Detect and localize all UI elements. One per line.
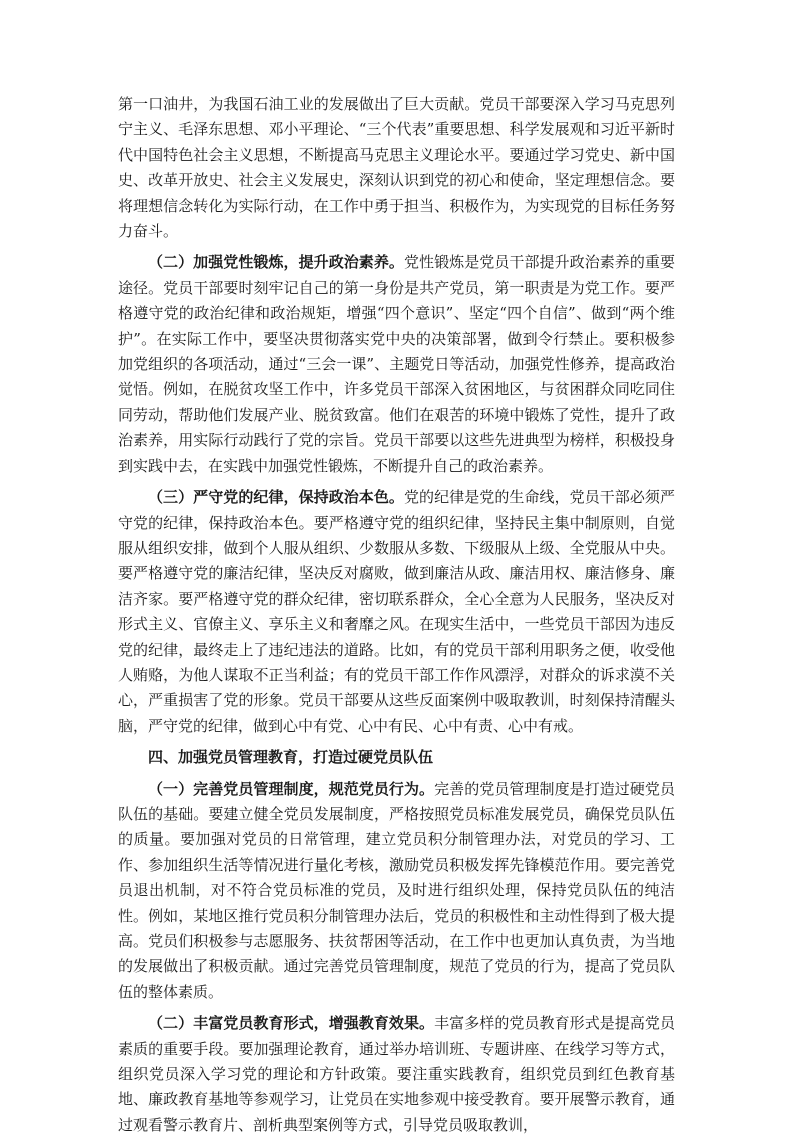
paragraph-member-education [118,1011,675,1138]
paragraph-lead-heading: （三）严守党的纪律，保持政治本色。 [148,488,404,507]
paragraph-text: 党性锻炼是党员干部提升政治素养的重要途径。党员干部要时刻牢记自己的第一身份是共产党员，第一职责是为党工作。要严格遵守党的政治纪律和政治规矩，增强“四个意识”、坚定“四个自信”、做到“两个维护”。在实际工作中，要坚决贯彻落实党中央的决策部署，做到令行禁止。要积极参加党组织的各项活动，通过“三会一课”、主题党日等活动，加强党性修养，提高政治觉悟。例如，在脱贫攻坚工作中，许多党员干部深入贫困地区，与贫困群众同吃同住同劳动，帮助他们发展产业、脱贫致富。他们在艰苦的环境中锻炼了党性，提升了政治素养，用实际行动践行了党的宗旨。党员干部要以这些先进典型为榜样，积极投身到实践中去，在实践中加强党性锻炼，不断提升自己的政治素养。 [118,253,675,475]
paragraph-text: 完善的党员管理制度是打造过硬党员队伍的基础。要建立健全党员发展制度，严格按照党员标准发展党员，确保党员队伍的质量。要加强对党员的日常管理，建立党员积分制管理办法，对党员的学习、工作、参加组织生活等情况进行量化考核，激励党员积极发挥先锋模范作用。要完善党员退出机制，对不符合党员标准的党员，及时进行组织处理，保持党员队伍的纯洁性。例如，某地区推行党员积分制管理办法后，党员的积极性和主动性得到了极大提高。党员们积极参与志愿服务、扶贫帮困等活动，在工作中也更加认真负责，为当地的发展做出了积极贡献。通过完善党员管理制度，规范了党员的行为，提高了党员队伍的整体素质。 [118,779,675,1001]
paragraph-text: 第一口油井，为我国石油工业的发展做出了巨大贡献。党员干部要深入学习马克思列宁主义、毛泽东思想、邓小平理论、“三个代表”重要思想、科学发展观和习近平新时代中国特色社会主义思想，不断提高马克思主义理论水平。要通过学习党史、新中国史、改革开放史、社会主义发展史，深刻认识到党的初心和使命，坚定理想信念。要将理想信念转化为实际行动，在工作中勇于担当、积极作为，为实现党的目标任务努力奋斗。 [118,95,675,241]
document-page [118,92,675,1144]
paragraph-party-spirit [118,250,675,479]
paragraph-lead-heading: （二）丰富党员教育形式，增强教育效果。 [148,1014,435,1033]
paragraph-intro-continuation [118,92,675,244]
paragraph-text: 丰富多样的党员教育形式是提高党员素质的重要手段。要加强理论教育，通过举办培训班、专题讲座、在线学习等方式，组织党员深入学习党的理论和方针政策。要注重实践教育，组织党员到红色教育基地、廉政教育基地等参观学习，让党员在实地参观中接受教育。要开展警示教育，通过观看警示教育片、剖析典型案例等方式，引导党员吸取教训， [118,1014,675,1134]
section-heading: 四、加强党员管理教育，打造过硬党员队伍 [148,748,434,767]
paragraph-party-discipline [118,485,675,739]
paragraph-lead-heading: （二）加强党性锻炼，提升政治素养。 [148,253,404,272]
paragraph-text: 党的纪律是党的生命线，党员干部必须严守党的纪律，保持政治本色。要严格遵守党的组织纪律，坚持民主集中制原则，自觉服从组织安排，做到个人服从组织、少数服从多数、下级服从上级、全党服从中央。要严格遵守党的廉洁纪律，坚决反对腐败，做到廉洁从政、廉洁用权、廉洁修身、廉洁齐家。要严格遵守党的群众纪律，密切联系群众，全心全意为人民服务，坚决反对形式主义、官僚主义、享乐主义和奢靡之风。在现实生活中，一些党员干部因为违反党的纪律，最终走上了违纪违法的道路。比如，有的党员干部利用职务之便，收受他人贿赂，为他人谋取不正当利益；有的党员干部工作作风漂浮，对群众的诉求漠不关心，严重损害了党的形象。党员干部要从这些反面案例中吸取教训，时刻保持清醒头脑，严守党的纪律，做到心中有党、心中有民、心中有责、心中有戒。 [118,488,675,735]
paragraph-member-management [118,777,675,1006]
paragraph-lead-heading: （一）完善党员管理制度，规范党员行为。 [148,779,435,798]
